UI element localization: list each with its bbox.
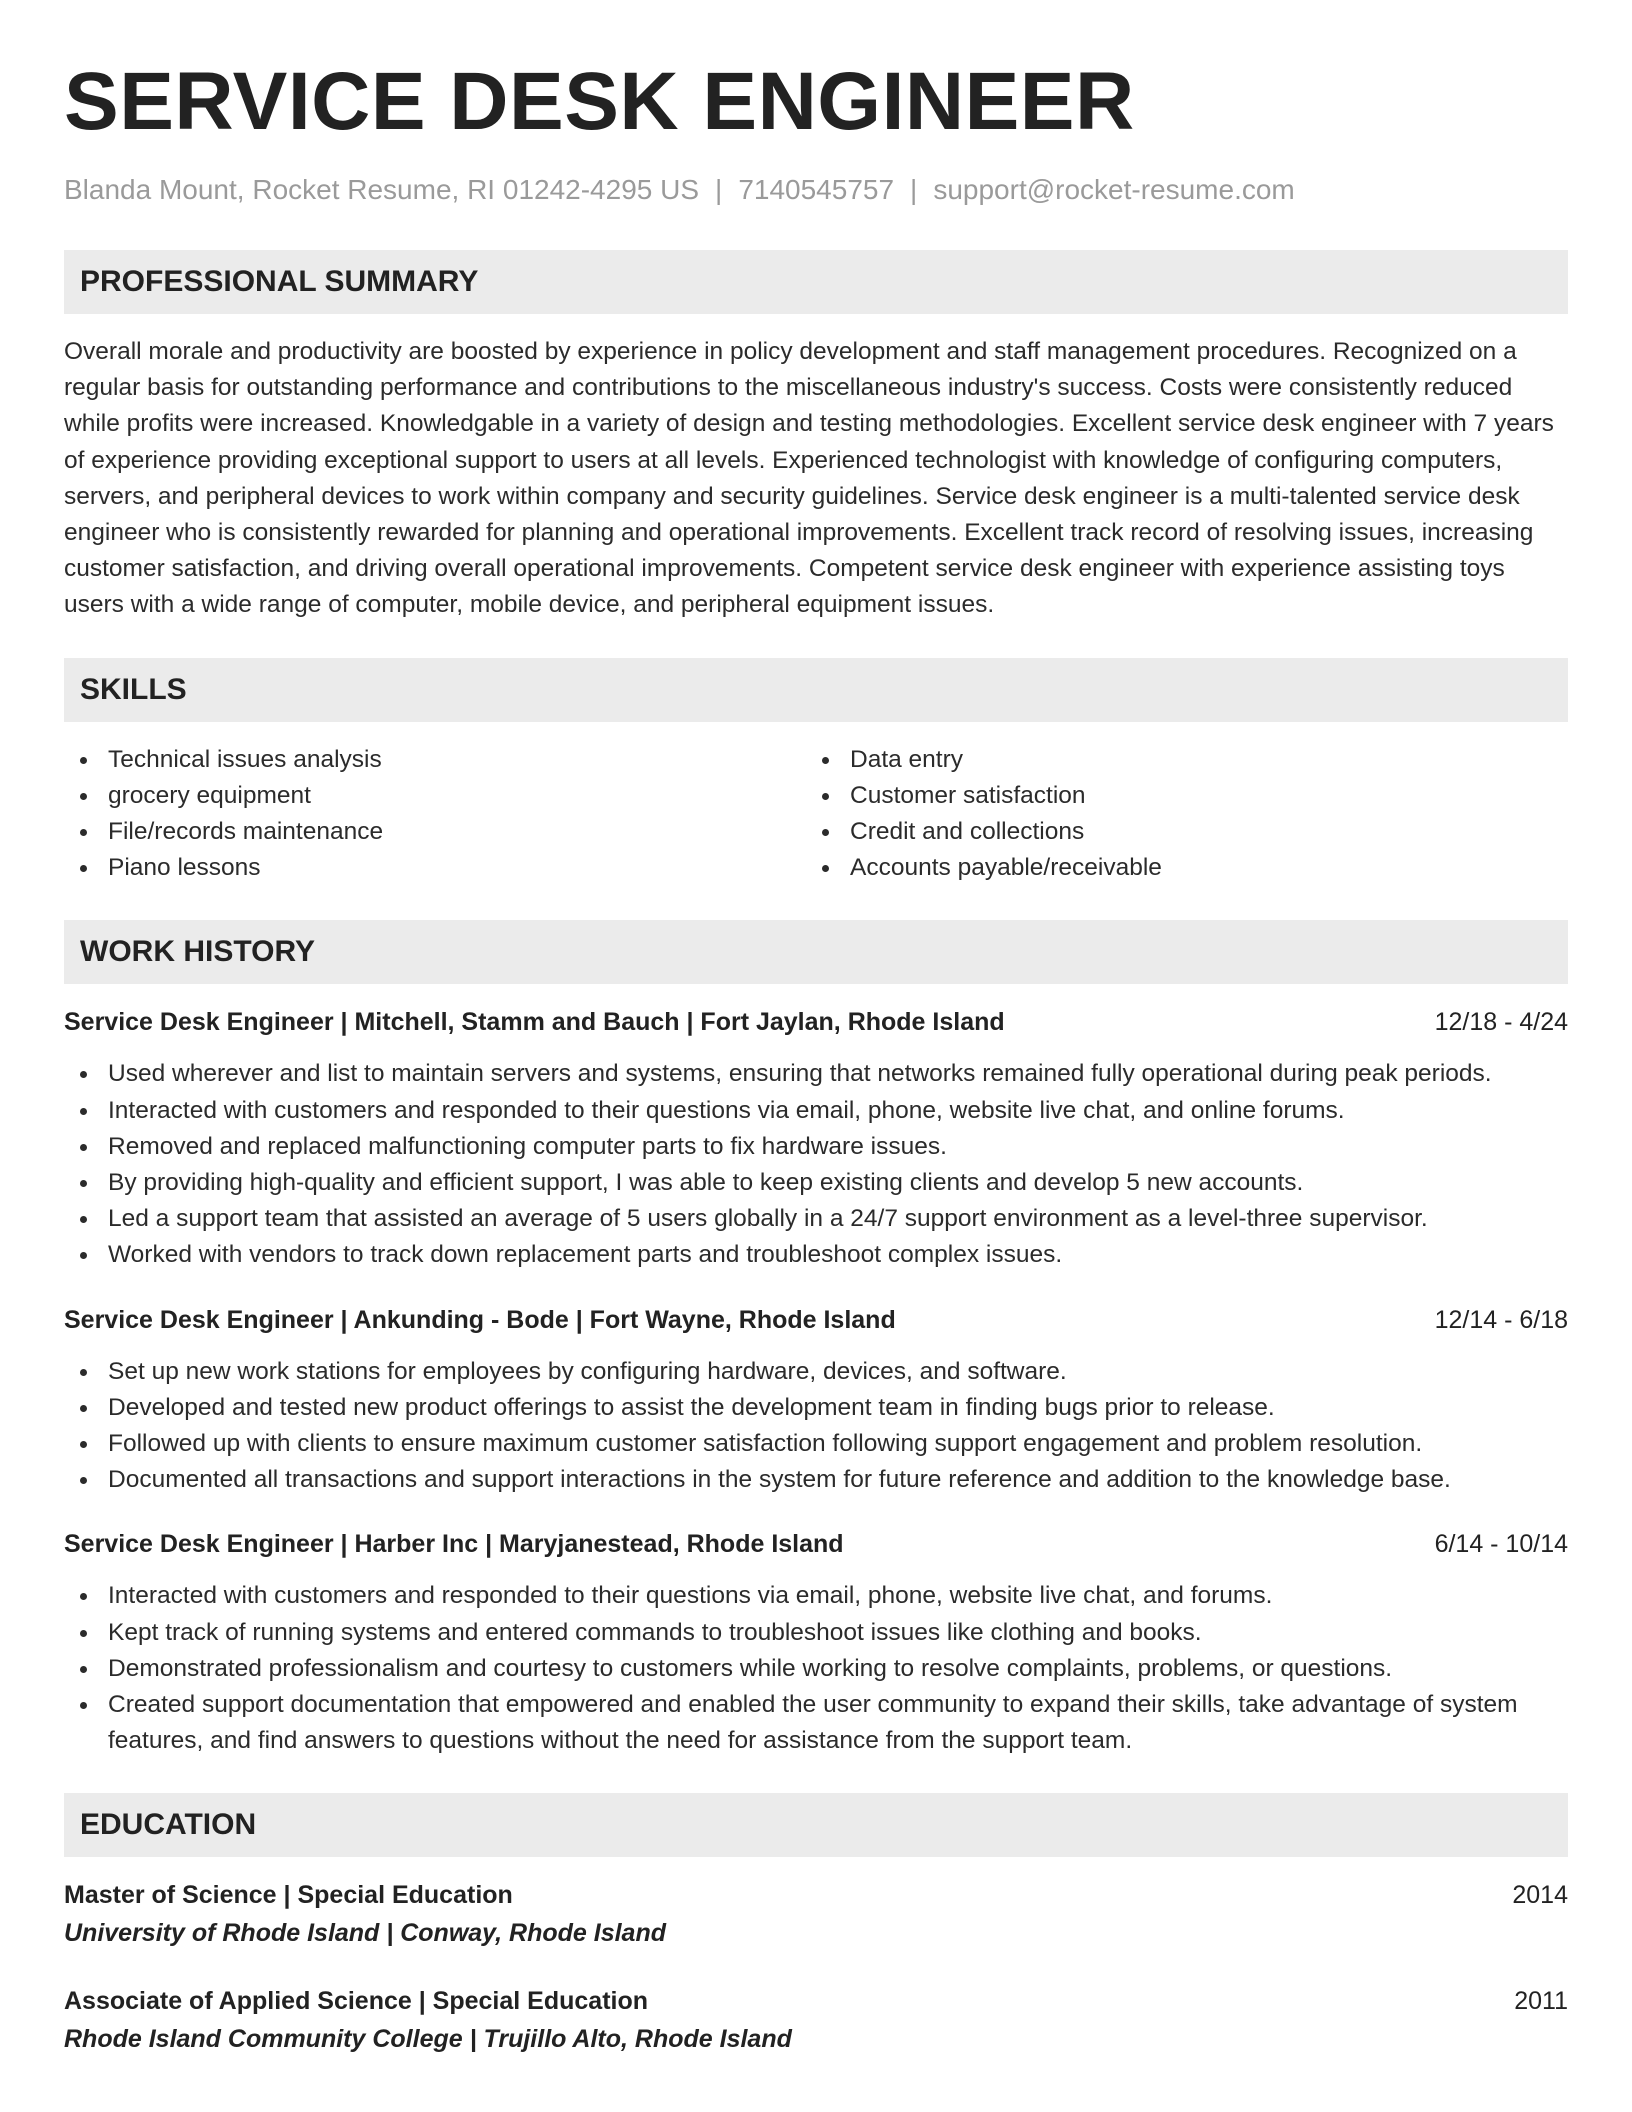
skill-item: File/records maintenance [64, 814, 806, 850]
job-header [64, 1302, 1568, 1338]
job-bullet: Interacted with customers and responded to their questions via email, phone, website live chat, and online forums. [64, 1093, 1568, 1129]
skill-item: Data entry [806, 742, 1548, 778]
skill-item: Piano lessons [64, 850, 806, 886]
job-bullet: By providing high-quality and efficient support, I was able to keep existing clients and develop 5 new accounts. [64, 1165, 1568, 1201]
skill-item: Accounts payable/receivable [806, 850, 1548, 886]
job-dates: 6/14 - 10/14 [1434, 1530, 1568, 1559]
education-school: University of Rhode Island | Conway, Rhode Island [64, 1919, 666, 1948]
skill-item: Technical issues analysis [64, 742, 806, 778]
job-header [64, 1526, 1568, 1562]
job-bullet: Removed and replaced malfunctioning computer parts to fix hardware issues. [64, 1129, 1568, 1165]
job-entry [64, 1526, 1568, 1759]
education-school: Rhode Island Community College | Trujillo Alto, Rhode Island [64, 2025, 792, 2054]
skill-item: Credit and collections [806, 814, 1548, 850]
job-entry [64, 1302, 1568, 1499]
job-bullet: Worked with vendors to track down replacement parts and troubleshoot complex issues. [64, 1237, 1568, 1273]
contact-address: Blanda Mount, Rocket Resume, RI 01242-4295 US [64, 174, 700, 205]
job-bullet: Documented all transactions and support interactions in the system for future reference and addition to the knowledge base. [64, 1462, 1568, 1498]
job-bullet: Demonstrated professionalism and courtesy to customers while working to resolve complaints, problems, or questions. [64, 1651, 1568, 1687]
contact-phone: 7140545757 [738, 174, 895, 205]
contact-separator: | [715, 174, 723, 205]
contact-separator: | [910, 174, 918, 205]
work-heading: WORK HISTORY [64, 920, 1568, 984]
education-entry [64, 1877, 1568, 1953]
job-title: Service Desk Engineer | Harber Inc | Maryjanestead, Rhode Island [64, 1530, 844, 1559]
skill-item: grocery equipment [64, 778, 806, 814]
education-year: 2014 [1512, 1881, 1568, 1910]
education-header [64, 1983, 1568, 2019]
skills-list [64, 742, 1568, 887]
contact-email: support@rocket-resume.com [933, 174, 1295, 205]
job-bullet: Used wherever and list to maintain servers and systems, ensuring that networks remained fully operational during peak periods. [64, 1056, 1568, 1092]
job-bullet: Kept track of running systems and entered commands to troubleshoot issues like clothing and books. [64, 1615, 1568, 1651]
job-bullet: Developed and tested new product offerings to assist the development team in finding bugs prior to release. [64, 1390, 1568, 1426]
skills-heading: SKILLS [64, 658, 1568, 722]
resume-name: SERVICE DESK ENGINEER [64, 56, 1135, 147]
education-heading: EDUCATION [64, 1793, 1568, 1857]
summary-heading: PROFESSIONAL SUMMARY [64, 250, 1568, 314]
job-bullet: Followed up with clients to ensure maximum customer satisfaction following support engagement and problem resolution. [64, 1426, 1568, 1462]
resume-page [64, 0, 1568, 2059]
job-bullet: Created support documentation that empowered and enabled the user community to expand their skills, take advantage of system features, and find answers to questions without the need for assistance from the support team. [64, 1687, 1568, 1759]
education-degree: Master of Science | Special Education [64, 1881, 513, 1910]
education-header [64, 1877, 1568, 1913]
job-title: Service Desk Engineer | Mitchell, Stamm and Bauch | Fort Jaylan, Rhode Island [64, 1008, 1005, 1037]
education-degree: Associate of Applied Science | Special Education [64, 1987, 649, 2016]
job-bullets [64, 1354, 1568, 1499]
job-title: Service Desk Engineer | Ankunding - Bode | Fort Wayne, Rhode Island [64, 1305, 896, 1334]
job-bullets [64, 1578, 1568, 1759]
education-year: 2011 [1514, 1987, 1568, 2016]
skills-column-left [64, 742, 806, 887]
job-header [64, 1004, 1568, 1040]
education-entry [64, 1983, 1568, 2059]
job-bullet: Led a support team that assisted an average of 5 users globally in a 24/7 support environment as a level-three supervisor. [64, 1201, 1568, 1237]
summary-text: Overall morale and productivity are boosted by experience in policy development and staff management procedures. Recognized on a regular basis for outstanding performance and contributions to the miscellaneous industry's success. Costs were consistently reduced while profits were increased. Knowledgable in a variety of design and testing methodologies. Excellent service desk engineer with 7 years of experience providing exceptional support to users at all levels. Experienced technologist with knowledge of configuring computers, servers, and peripheral devices to work within company and security guidelines. Service desk engineer is a multi-talented service desk engineer who is consistently rewarded for planning and operational improvements. Excellent track record of resolving issues, increasing customer satisfaction, and driving overall operational improvements. Competent service desk engineer with experience assisting toys users with a wide range of computer, mobile device, and peripheral equipment issues. [64, 338, 1554, 619]
job-bullet: Set up new work stations for employees by configuring hardware, devices, and software. [64, 1354, 1568, 1390]
job-bullet: Interacted with customers and responded to their questions via email, phone, website live chat, and forums. [64, 1578, 1568, 1614]
contact-line [64, 170, 1568, 210]
job-dates: 12/14 - 6/18 [1434, 1305, 1568, 1334]
job-bullets [64, 1056, 1568, 1273]
job-dates: 12/18 - 4/24 [1434, 1008, 1568, 1037]
job-entry [64, 1004, 1568, 1273]
skills-column-right [806, 742, 1548, 887]
skill-item: Customer satisfaction [806, 778, 1548, 814]
